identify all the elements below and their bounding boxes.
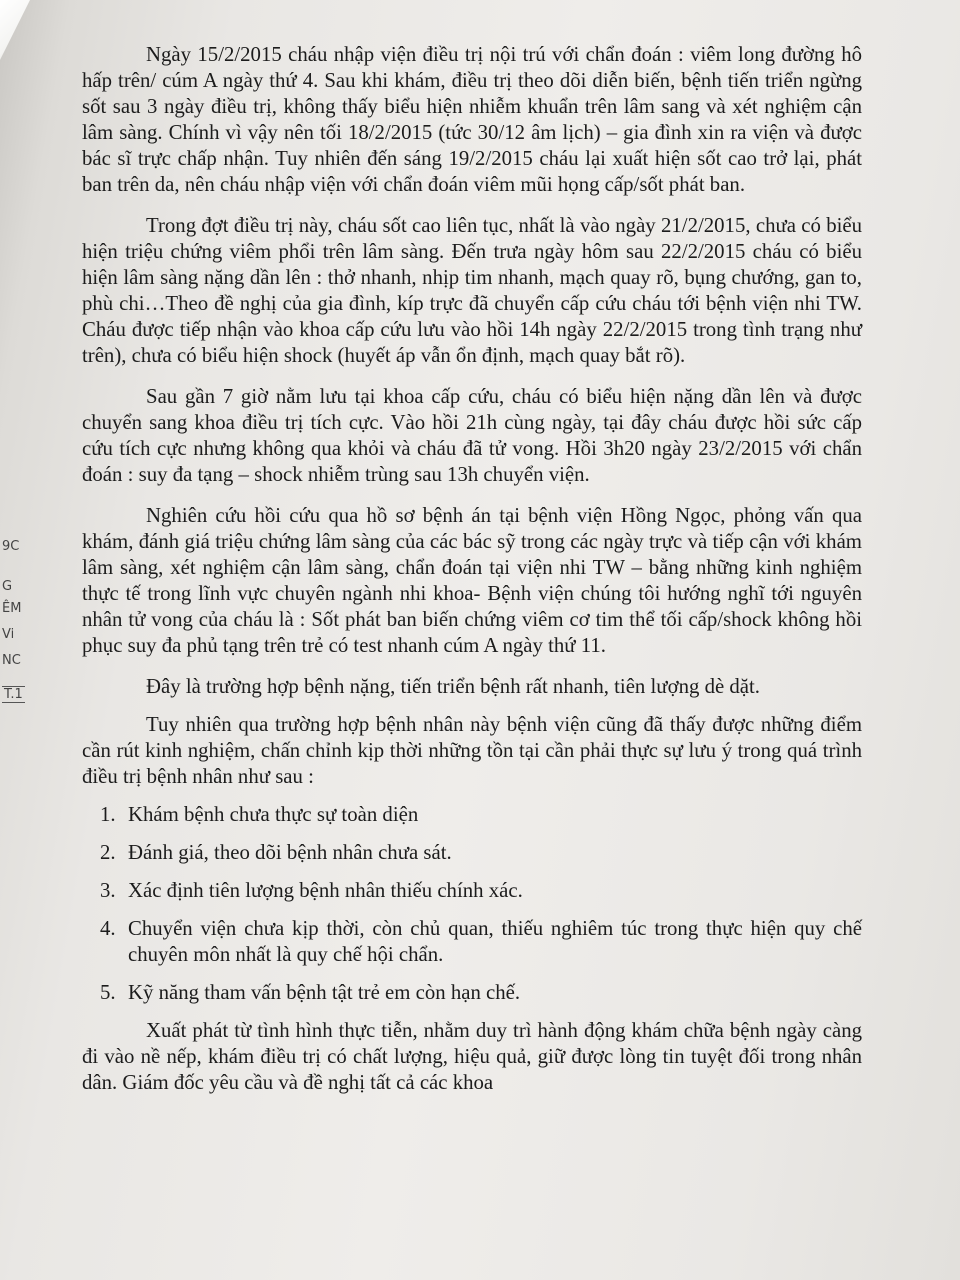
paragraph: Đây là trường hợp bệnh nặng, tiến triển bệnh rất nhanh, tiên lượng dè dặt. [146,675,761,698]
paragraph: Sau gần 7 giờ nằm lưu tại khoa cấp cứu, cháu có biểu hiện nặng dần lên và được chuyển sang khoa điều trị tích cực. Vào hồi 21h cùng ngày, tại đây cháu được hồi sức cấp cứu tích cực nhưng không qua khỏi và cháu đã tử vong. Hồi 3h20 ngày 23/2/2015 với chẩn đoán : suy đa tạng – shock nhiễm trùng sau 13h chuyển viện. [82,385,862,486]
list-number: 1. [100,803,116,826]
list-number: 2. [100,841,116,864]
margin-mark: NC [2,653,21,668]
document-body [82,42,862,1111]
list-number: 4. [100,917,116,940]
paragraph: Trong đợt điều trị này, cháu sốt cao liên tục, nhất là vào ngày 21/2/2015, chưa có biểu hiện triệu chứng viêm phổi trên lâm sàng. Đến trưa ngày hôm sau 22/2/2015 cháu có biểu hiện lâm sàng nặng dần lên : thở nhanh, nhịp tim nhanh, mạch quay rõ, bụng chướng, gan to, phù chi…Theo đề nghị của gia đình, kíp trực đã chuyển cấp cứu cháu tới bệnh viện nhi TW. Cháu được tiếp nhận vào khoa cấp cứu lưu vào hồi 14h ngày 22/2/2015 trong tình trạng như trên), chưa có biểu hiện shock (huyết áp vẫn ổn định, mạch quay bắt rõ). [82,214,862,367]
list-item [100,802,862,828]
lessons-list [82,802,862,1006]
list-number: 3. [100,879,116,902]
margin-mark: G [2,579,13,594]
margin-mark: Vi [2,627,15,642]
list-item [100,878,862,904]
list-item [100,980,862,1006]
page-corner-fold [0,0,30,60]
list-text: Kỹ năng tham vấn bệnh tật trẻ em còn hạn chế. [128,981,521,1004]
list-text: Đánh giá, theo dõi bệnh nhân chưa sát. [128,841,452,864]
list-text: Khám bệnh chưa thực sự toàn diện [128,803,419,826]
list-item [100,916,862,968]
paragraph: Tuy nhiên qua trường hợp bệnh nhân này bệnh viện cũng đã thấy được những điểm cần rút kinh nghiệm, chấn chỉnh kịp thời những tồn tại cần phải thực sự lưu ý trong quá trình điều trị bệnh nhân như sau : [82,713,862,788]
list-text: Xác định tiên lượng bệnh nhân thiếu chính xác. [128,879,523,902]
paragraph: Ngày 15/2/2015 cháu nhập viện điều trị nội trú với chẩn đoán : viêm long đường hô hấp trên/ cúm A ngày thứ 4. Sau khi khám, điều trị theo dõi diễn biến, bệnh tiến triển ngừng sốt sau 3 ngày điều trị, không thấy biểu hiện nhiễm khuẩn trên lâm sang và xét nghiệm cận lâm sàng. Chính vì vậy nên tối 18/2/2015 (tức 30/12 âm lịch) – gia đình xin ra viện và được bác sĩ trực chấp nhận. Tuy nhiên đến sáng 19/2/2015 cháu lại xuất hiện sốt cao trở lại, phát ban trên da, nên cháu nhập viện với chẩn đoán viêm mũi họng cấp/sốt phát ban. [82,43,862,196]
list-number: 5. [100,981,116,1004]
margin-mark: 9C [2,539,20,554]
list-item [100,840,862,866]
margin-mark: T.1 [4,687,23,702]
list-text: Chuyển viện chưa kịp thời, còn chủ quan, thiếu nghiêm túc trong thực hiện quy chế chuyên môn nhất là quy chế hội chẩn. [128,917,862,966]
margin-mark: ÊM [2,601,22,616]
paragraph: Nghiên cứu hồi cứu qua hồ sơ bệnh án tại bệnh viện Hồng Ngọc, phỏng vấn qua khám, đánh giá triệu chứng lâm sàng của các bác sỹ trong các ngày trực và tiếp cận với khám lâm sàng, xét nghiệm cận lâm sàng, chẩn đoán tại viện nhi TW – bằng những kinh nghiệm thực tế trong lĩnh vực chuyên ngành nhi khoa- Bệnh viện chúng tôi hướng nghĩ tới nguyên nhân tử vong của cháu là : Sốt phát ban biến chứng viêm cơ tim thể tối cấp/shock không hồi phục suy đa phủ tạng trên trẻ có test nhanh cúm A ngày thứ 11. [82,504,862,657]
closing-paragraph: Xuất phát từ tình hình thực tiễn, nhằm duy trì hành động khám chữa bệnh ngày càng đi vào nề nếp, khám điều trị có chất lượng, hiệu quả, giữ được lòng tin tuyệt đối trong nhân dân. Giám đốc yêu cầu và đề nghị tất cả các khoa [82,1019,862,1094]
